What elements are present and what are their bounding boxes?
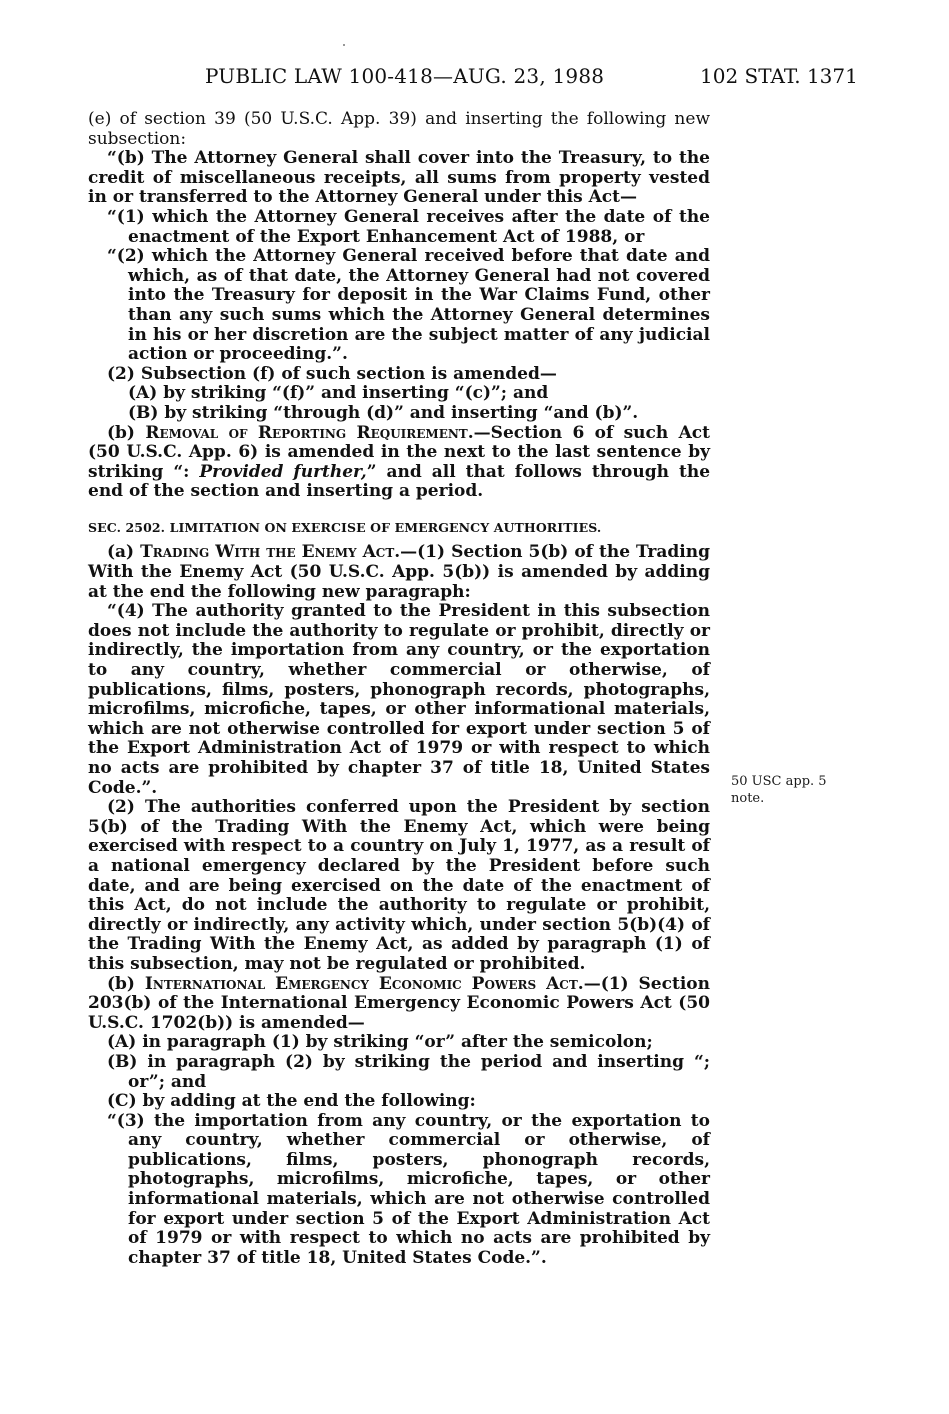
paragraph-lead: (b): [107, 973, 145, 994]
paragraph-new-item-3: “(3) the importation from any country, or the exportation to any country, whether commercial or otherwise, of publications, films, posters, phonograph records, photographs, microfilms, microfiche, tapes, or other informational materials, which are not otherwise controlled for export under section 5 of the Export Administration Act of 1979 or with respect to which no acts are prohibited by chapter 37 of title 18, United States Code.”.: [107, 1110, 710, 1268]
paragraph-ieepa: [88, 975, 710, 1034]
margin-note-line: 50 USC app. 5: [731, 774, 827, 789]
paragraph-lead: (a): [107, 542, 141, 563]
margin-note: [731, 773, 851, 807]
paragraph-item-1: “(1) which the Attorney General receives after the date of the enactment of the Export Enhancement Act of 1988, or: [107, 206, 710, 247]
section-heading: SEC. 2502. LIMITATION ON EXERCISE OF EMERGENCY AUTHORITIES.: [88, 519, 602, 535]
statute-page-number: 102 STAT. 1371: [700, 64, 858, 88]
scan-speck: [343, 44, 345, 46]
paragraph-amendment-2: (2) Subsection (f) of such section is amended—: [107, 363, 557, 384]
text-column: [88, 110, 710, 1268]
paragraph-rest: ” and all that follows through the end of the section and inserting a period.: [88, 461, 711, 502]
paragraph-trading-enemy-act: [88, 543, 710, 602]
italic-phrase: Provided further,: [199, 461, 367, 482]
paragraph-removal-requirement: [88, 424, 710, 502]
margin-note-line: note.: [731, 791, 765, 806]
paragraph-caption: International Emergency Economic Powers Act.: [144, 973, 584, 994]
paragraph-new-paragraph-4: “(4) The authority granted to the President in this subsection does not include the authority to regulate or prohibit, directly or indirectly, the importation from any country, or the exportation to any country, whether commercial or otherwise, of publications, films, posters, phonograph records, photographs, microfilms, microfiche, tapes, or other informational materials, which are not otherwise controlled for export under section 5 of the Export Administration Act of 1979 or with respect to which no acts are prohibited by chapter 37 of title 18, United States Code.”.: [88, 601, 710, 798]
paragraph-caption: Trading With the Enemy Act.: [140, 542, 401, 563]
paragraph-item-2: “(2) which the Attorney General received before that date and which, as of that date, the Attorney General had not covered into the Treasury for deposit in the War Claims Fund, other than any such sums which the Attorney General determines in his or her discretion are the subject matter of any judicial action or proceeding.”.: [107, 246, 710, 365]
paragraph-authorities-2: (2) The authorities conferred upon the President by section 5(b) of the Trading With the Enemy Act, which were being exercised with respect to a country on July 1, 1977, as a result of a national emergency declared by the President before such date, and are being exercised on the date of the enactment of this Act, do not include the authority to regulate or prohibit, directly or indirectly, any activity which, under section 5(b)(4) of the Trading With the Enemy Act, as added by paragraph (1) of this subsection, may not be regulated or prohibited.: [88, 797, 710, 974]
paragraph-clause-a: (A) by striking “(f)” and inserting “(c)”; and: [128, 383, 549, 404]
paragraph-text: —(1) Section 5(b) of the Trading With the Enemy Act (50 U.S.C. App. 5(b)) is amended by adding at the end the following new paragraph:: [88, 542, 710, 602]
paragraph-caption: Removal of Reporting Requirement.: [145, 422, 474, 443]
paragraph-clause-b: (B) in paragraph (2) by striking the period and inserting “; or”; and: [107, 1051, 710, 1092]
paragraph-subsection-b: “(b) The Attorney General shall cover into the Treasury, to the credit of miscellaneous receipts, all sums from property vested in or transferred to the Attorney General under this Act—: [88, 148, 710, 208]
running-head-title: PUBLIC LAW 100-418—AUG. 23, 1988: [205, 64, 605, 88]
paragraph-lead: (b): [107, 422, 146, 443]
paragraph-clause-c: (C) by adding at the end the following:: [107, 1091, 476, 1112]
paragraph-clause-a: (A) in paragraph (1) by striking “or” after the semicolon;: [107, 1032, 653, 1053]
paragraph-clause-b: (B) by striking “through (d)” and inserting “and (b)”.: [128, 402, 639, 423]
paragraph-text: —Section 6 of such Act (50 U.S.C. App. 6) is amended in the next to the last sentence by striking “:: [88, 422, 710, 482]
paragraph-continuation: (e) of section 39 (50 U.S.C. App. 39) and inserting the following new subsection:: [88, 109, 710, 149]
paragraph-text: —(1) Section 203(b) of the International Emergency Economic Powers Act (50 U.S.C. 1702(b)) is amended—: [88, 973, 710, 1033]
